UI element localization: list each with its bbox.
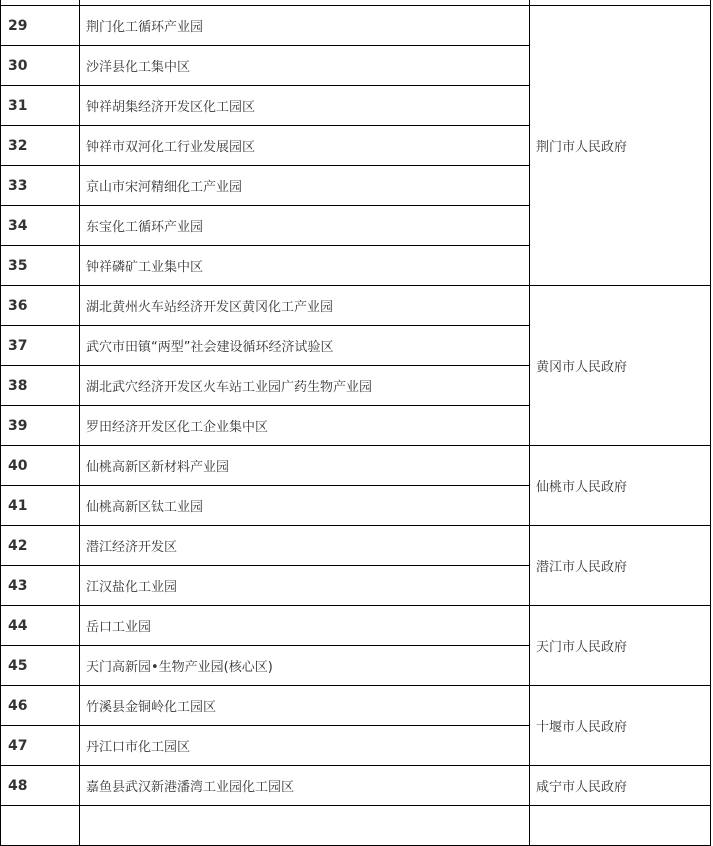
table-row	[1, 606, 711, 646]
row-number: 37	[1, 326, 80, 366]
park-name: 江汉盐化工业园	[80, 566, 530, 606]
park-name: 嘉鱼县武汉新港潘湾工业园化工园区	[80, 766, 530, 806]
row-number: 47	[1, 726, 80, 766]
responsible-government: 天门市人民政府	[530, 606, 711, 686]
row-number: 36	[1, 286, 80, 326]
row-number: 33	[1, 166, 80, 206]
park-name: 仙桃高新区新材料产业园	[80, 446, 530, 486]
park-name: 潜江经济开发区	[80, 526, 530, 566]
park-name: 天门高新园•生物产业园(核心区)	[80, 646, 530, 686]
park-name: 湖北黄州火车站经济开发区黄冈化工产业园	[80, 286, 530, 326]
responsible-government: 十堰市人民政府	[530, 686, 711, 766]
table-row	[1, 686, 711, 726]
row-number: 44	[1, 606, 80, 646]
park-name: 罗田经济开发区化工企业集中区	[80, 406, 530, 446]
table-row	[1, 446, 711, 486]
park-name: 钟祥磷矿工业集中区	[80, 246, 530, 286]
park-name: 荆门化工循环产业园	[80, 6, 530, 46]
table-row	[1, 286, 711, 326]
responsible-government: 咸宁市人民政府	[530, 766, 711, 806]
table-row	[1, 766, 711, 806]
row-number: 31	[1, 86, 80, 126]
row-number: 41	[1, 486, 80, 526]
row-number: 35	[1, 246, 80, 286]
row-number: 29	[1, 6, 80, 46]
cell-empty	[1, 806, 80, 846]
park-name: 武穴市田镇“两型”社会建设循环经济试验区	[80, 326, 530, 366]
row-number: 38	[1, 366, 80, 406]
row-number: 46	[1, 686, 80, 726]
row-number: 42	[1, 526, 80, 566]
park-name: 京山市宋河精细化工产业园	[80, 166, 530, 206]
park-name: 钟祥市双河化工行业发展园区	[80, 126, 530, 166]
row-number: 30	[1, 46, 80, 86]
park-name: 钟祥胡集经济开发区化工园区	[80, 86, 530, 126]
cell-empty	[530, 806, 711, 846]
row-number: 34	[1, 206, 80, 246]
row-number: 48	[1, 766, 80, 806]
table-row-cropped	[1, 806, 711, 846]
row-number: 45	[1, 646, 80, 686]
responsible-government: 仙桃市人民政府	[530, 446, 711, 526]
park-name: 湖北武穴经济开发区火车站工业园广药生物产业园	[80, 366, 530, 406]
park-name: 岳口工业园	[80, 606, 530, 646]
row-number: 43	[1, 566, 80, 606]
park-name: 竹溪县金铜岭化工园区	[80, 686, 530, 726]
responsible-government: 黄冈市人民政府	[530, 286, 711, 446]
row-number: 39	[1, 406, 80, 446]
park-name: 仙桃高新区钛工业园	[80, 486, 530, 526]
row-number: 32	[1, 126, 80, 166]
park-name: 东宝化工循环产业园	[80, 206, 530, 246]
responsible-government: 荆门市人民政府	[530, 6, 711, 286]
park-name: 丹江口市化工园区	[80, 726, 530, 766]
row-number: 40	[1, 446, 80, 486]
responsible-government: 潜江市人民政府	[530, 526, 711, 606]
table-row	[1, 6, 711, 46]
table-row	[1, 526, 711, 566]
cell-empty	[80, 806, 530, 846]
park-name: 沙洋县化工集中区	[80, 46, 530, 86]
